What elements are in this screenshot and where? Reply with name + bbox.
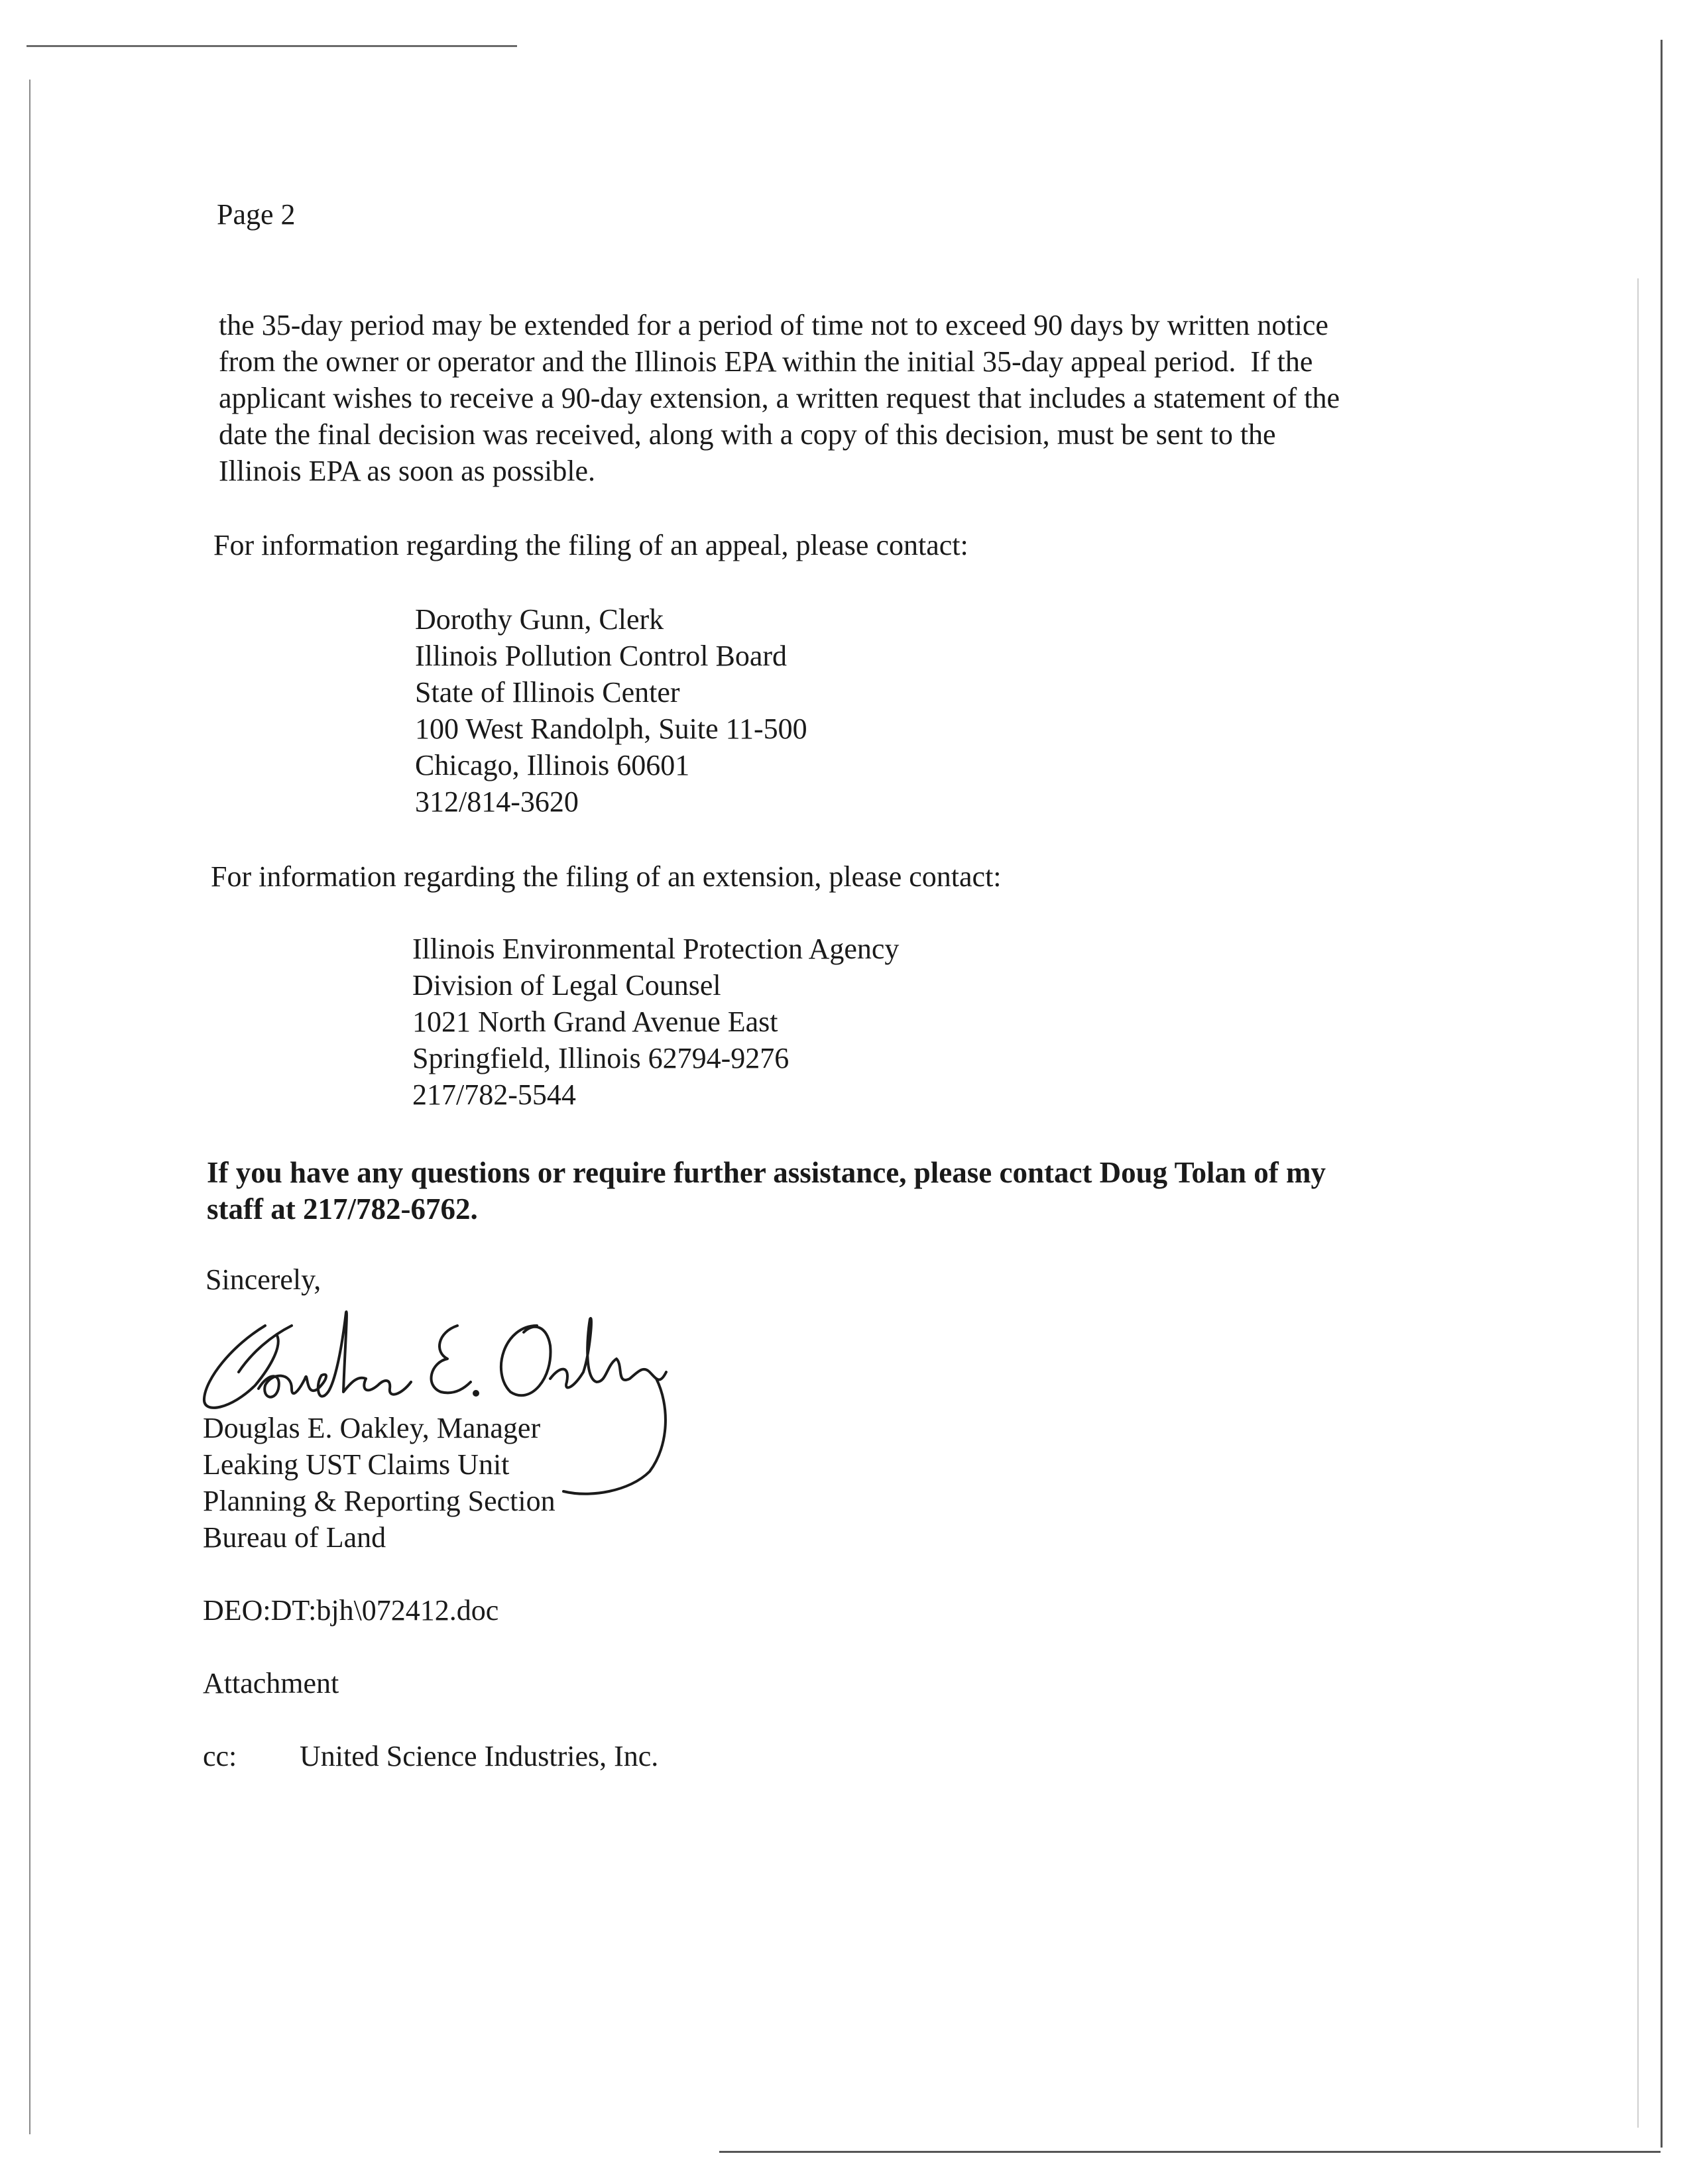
address-line: Division of Legal Counsel [412,969,721,1002]
body-paragraph [219,307,1340,489]
scan-border-bottom [719,2151,1661,2153]
closing: Sincerely, [205,1263,322,1296]
reference-code: DEO:DT:bjh\072412.doc [203,1594,499,1627]
scan-border-right [1661,40,1663,2148]
address-line: Illinois Environmental Protection Agency [412,933,900,965]
paragraph-line: the 35-day period may be extended for a period of time not to exceed 90 days by written notice [219,309,1328,341]
address-line: State of Illinois Center [415,676,680,709]
paragraph-line: Illinois EPA as soon as possible. [219,455,595,487]
paragraph-line: from the owner or operator and the Illinois EPA within the initial 35-day appeal period. If the [219,345,1313,378]
scan-border-right-faint [1637,278,1639,2128]
paragraph-line: applicant wishes to receive a 90-day extension, a written request that includes a statement of the [219,382,1340,414]
address-line: 1021 North Grand Avenue East [412,1006,778,1038]
address-line: Chicago, Illinois 60601 [415,749,690,781]
paragraph-line: date the final decision was received, along with a copy of this decision, must be sent to the [219,418,1276,451]
address-line: 312/814-3620 [415,785,579,818]
signatory-line: Leaking UST Claims Unit [203,1448,510,1481]
address-line: Illinois Pollution Control Board [415,640,788,672]
extension-address [412,931,899,1113]
scan-border-left [29,80,30,2134]
scan-border-top [27,45,517,47]
page-number: Page 2 [217,198,296,231]
extension-contact-intro: For information regarding the filing of an extension, please contact: [211,860,1002,893]
signatory-line: Douglas E. Oakley, Manager [203,1412,541,1444]
questions-note [207,1155,1326,1228]
address-line: 217/782-5544 [412,1078,576,1111]
cc-label: cc: [203,1740,237,1772]
address-line: Dorothy Gunn, Clerk [415,603,664,636]
note-line: staff at 217/782-6762. [207,1192,478,1226]
address-line: Springfield, Illinois 62794-9276 [412,1042,790,1074]
address-line: 100 West Randolph, Suite 11-500 [415,713,807,745]
attachment-note: Attachment [203,1667,339,1699]
signatory-line: Bureau of Land [203,1521,386,1554]
cc-recipient: United Science Industries, Inc. [300,1740,659,1772]
appeal-contact-intro: For information regarding the filing of an appeal, please contact: [213,529,968,561]
signatory-line: Planning & Reporting Section [203,1485,556,1517]
appeal-address [415,601,807,820]
signatory-block [203,1410,556,1556]
note-line: If you have any questions or require further assistance, please contact Doug Tolan of my [207,1156,1326,1189]
